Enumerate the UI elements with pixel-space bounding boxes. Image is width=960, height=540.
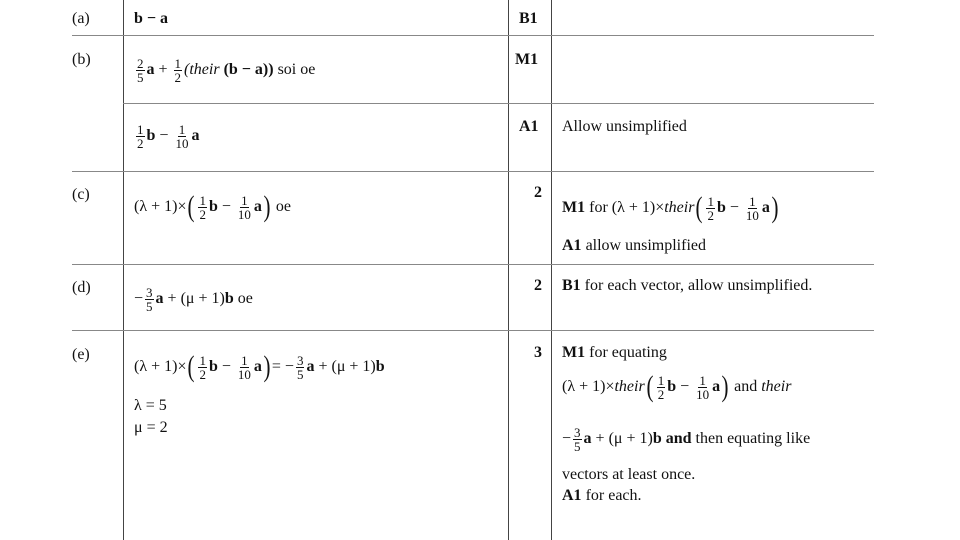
note-b2: Allow unsimplified (562, 118, 687, 135)
note-c-m1: M1 for (λ + 1)× their ( $\frac{1}{2}$ b − $\frac{1}{10}$ a ) (562, 191, 779, 224)
answer-e-lambda: λ = 5 (134, 397, 167, 414)
fraction: $\frac{1}{2}$ (174, 55, 182, 85)
mark-b2: A1 (519, 118, 539, 135)
divider (72, 171, 874, 172)
divider (123, 0, 124, 540)
mark-b1: M1 (515, 51, 539, 68)
divider (72, 330, 874, 331)
mark-e: 3 (534, 344, 542, 361)
divider (123, 103, 874, 104)
part-label: (a) (72, 10, 90, 27)
divider (72, 264, 874, 265)
answer-b: $\frac{2}{5}$ a + $\frac{1}{2}$ (their (b − a)) soi oe (137, 55, 316, 85)
note-d: B1 for each vector, allow unsimplified. (562, 277, 813, 294)
mark-c: 2 (534, 184, 542, 201)
fraction: $\frac{1}{2}$ (707, 193, 714, 223)
fraction: $\frac{3}{5}$ (146, 284, 153, 314)
note-e-m1: M1 for equating (562, 344, 667, 361)
answer-e-equation: (λ + 1)× ( $\frac{1}{2}$ b − $\frac{1}{10}$ a ) = − $\frac{3}{5}$ a + (μ + 1) b (134, 350, 385, 383)
fraction: $\frac{1}{2}$ (199, 192, 206, 222)
fraction: $\frac{1}{10}$ (745, 193, 759, 223)
fraction: $\frac{1}{10}$ (237, 352, 251, 382)
note-e-line4: vectors at least once. (562, 466, 696, 483)
fraction: $\frac{1}{10}$ (237, 192, 251, 222)
part-label: (d) (72, 279, 91, 296)
fraction: $\frac{1}{2}$ (657, 372, 665, 402)
part-label: (c) (72, 186, 90, 203)
fraction: $\frac{2}{5}$ (137, 55, 144, 85)
mark-d: 2 (534, 277, 542, 294)
answer-b2: $\frac{1}{2}$ b − $\frac{1}{10}$ a (137, 121, 200, 151)
mark-a: B1 (519, 10, 538, 27)
divider (508, 0, 509, 540)
fraction: $\frac{3}{5}$ (574, 424, 581, 454)
answer-d: − $\frac{3}{5}$ a + (μ + 1) b oe (134, 284, 253, 314)
fraction: $\frac{1}{10}$ (175, 121, 189, 151)
note-c-a1: A1 allow unsimplified (562, 237, 706, 254)
fraction: $\frac{3}{5}$ (296, 352, 304, 382)
fraction: $\frac{1}{2}$ (199, 352, 206, 382)
answer-e-mu: μ = 2 (134, 419, 168, 436)
divider (551, 0, 552, 540)
divider (72, 35, 874, 36)
note-e-line3: − $\frac{3}{5}$ a + (μ + 1) b and then equating like (562, 424, 811, 454)
note-e-line2: (λ + 1)× their ( $\frac{1}{2}$ b − $\frac{1}{10}$ a ) and their (562, 370, 792, 403)
answer-c: (λ + 1)× ( $\frac{1}{2}$ b − $\frac{1}{10}$ a ) oe (134, 190, 292, 223)
fraction: $\frac{1}{2}$ (137, 121, 144, 151)
note-e-a1: A1 for each. (562, 487, 642, 504)
fraction: $\frac{1}{10}$ (696, 372, 710, 402)
part-label: (b) (72, 51, 91, 68)
part-label: (e) (72, 346, 90, 363)
answer-a: b − a (134, 10, 169, 27)
